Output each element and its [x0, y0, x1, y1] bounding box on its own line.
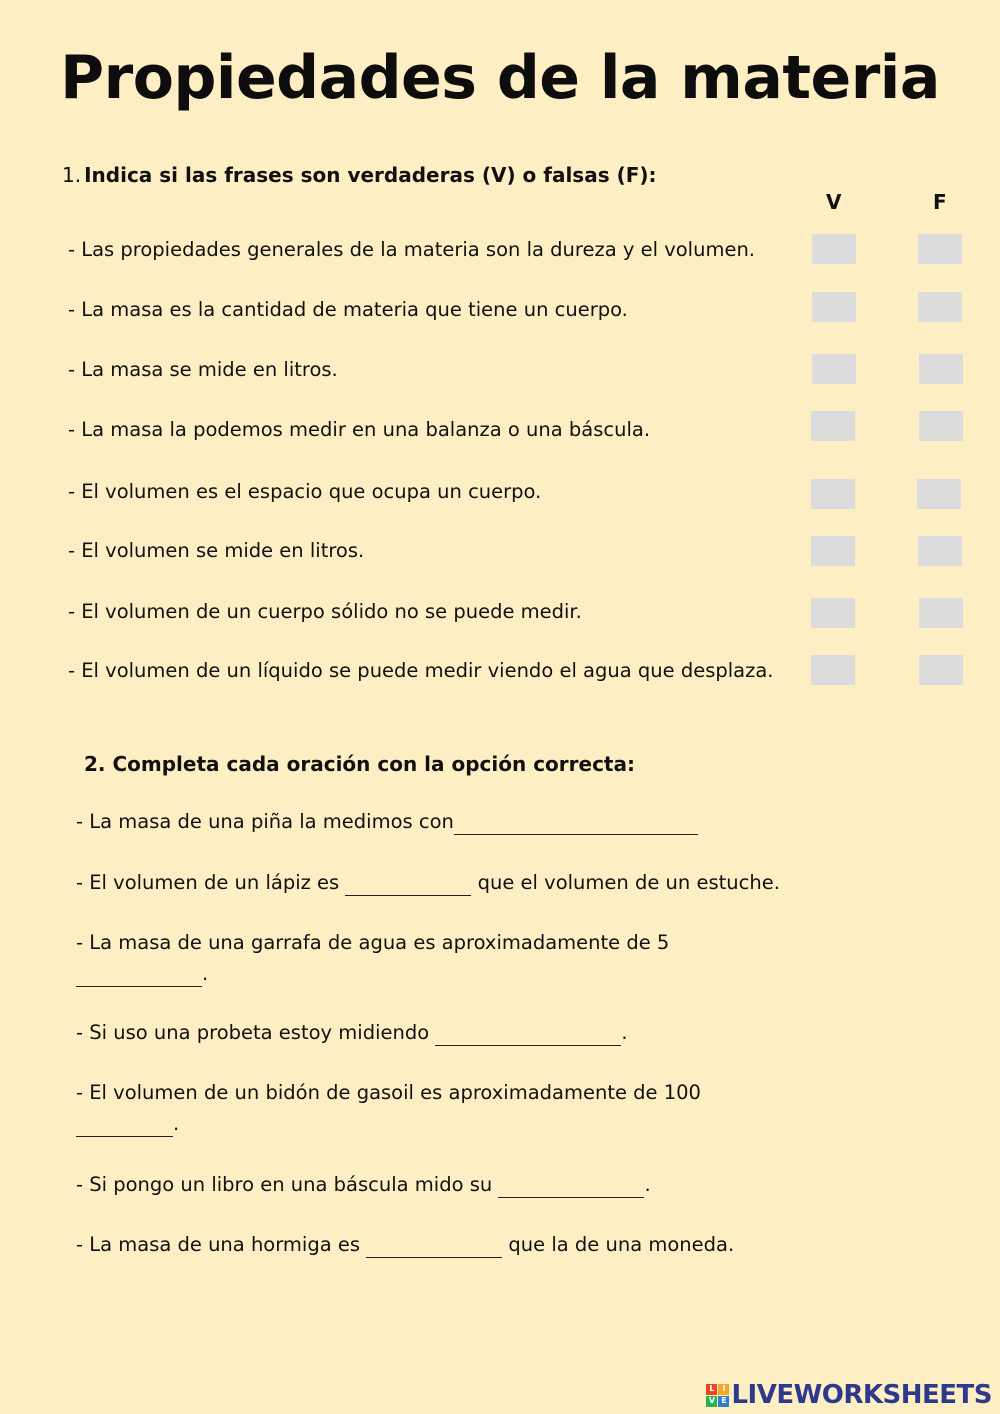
fill-sentence	[76, 1017, 836, 1048]
answer-blank[interactable]	[454, 814, 698, 835]
true-answer-box[interactable]	[812, 234, 856, 264]
false-answer-box[interactable]	[918, 234, 962, 264]
question-1-instruction: Indica si las frases son verdaderas (V) o falsas (F):	[84, 163, 657, 187]
sentence-text-end: .	[173, 1112, 180, 1135]
question-1-number: 1.	[62, 163, 82, 187]
question-2-heading: 2. Completa cada oración con la opción correcta:	[84, 752, 635, 776]
true-answer-box[interactable]	[811, 598, 855, 628]
true-answer-box[interactable]	[811, 479, 855, 509]
logo-mark-icon	[706, 1384, 729, 1407]
brand-name: LIVEWORKSHEETS	[731, 1380, 992, 1410]
false-answer-box[interactable]	[917, 479, 961, 509]
tf-statement: - Las propiedades generales de la materia son la dureza y el volumen.	[68, 238, 756, 261]
answer-blank[interactable]	[498, 1177, 644, 1198]
sentence-text: - Si uso una probeta estoy midiendo	[76, 1021, 436, 1044]
tf-statement: - La masa se mide en litros.	[68, 358, 338, 381]
answer-blank[interactable]	[345, 875, 471, 896]
logo-letter: I	[718, 1384, 729, 1395]
column-header-v: V	[826, 190, 842, 214]
sentence-text-end: .	[202, 962, 209, 985]
tf-row	[68, 234, 998, 266]
answer-blank[interactable]	[435, 1025, 621, 1046]
tf-statement: - El volumen se mide en litros.	[68, 539, 365, 562]
tf-row	[68, 354, 998, 386]
page-title: Propiedades de la materia	[60, 43, 940, 113]
answer-blank[interactable]	[76, 1116, 173, 1137]
fill-sentence	[76, 1169, 836, 1200]
answer-blank[interactable]	[366, 1237, 502, 1258]
false-answer-box[interactable]	[918, 292, 962, 322]
tf-statement: - El volumen de un cuerpo sólido no se puede medir.	[68, 600, 582, 623]
true-answer-box[interactable]	[812, 354, 856, 384]
sentence-text-end: .	[644, 1173, 651, 1196]
tf-row	[68, 596, 998, 628]
tf-row	[68, 414, 998, 446]
true-answer-box[interactable]	[812, 292, 856, 322]
column-header-f: F	[933, 190, 947, 214]
false-answer-box[interactable]	[919, 354, 963, 384]
logo-letter: E	[718, 1396, 729, 1407]
false-answer-box[interactable]	[919, 598, 963, 628]
true-answer-box[interactable]	[811, 536, 855, 566]
tf-row	[68, 655, 998, 687]
tf-row	[68, 294, 998, 326]
sentence-text: - La masa de una hormiga es	[76, 1233, 367, 1256]
false-answer-box[interactable]	[919, 411, 963, 441]
false-answer-box[interactable]	[919, 655, 963, 685]
fill-sentence	[76, 867, 836, 898]
sentence-text-end: que el volumen de un estuche.	[471, 871, 780, 894]
answer-blank[interactable]	[76, 966, 202, 987]
logo-letter: V	[706, 1396, 717, 1407]
sentence-text: - Si pongo un libro en una báscula mido su	[76, 1173, 499, 1196]
sentence-text: - La masa de una garrafa de agua es aproximadamente de 5	[76, 931, 670, 954]
tf-row	[68, 476, 998, 508]
sentence-text: - La masa de una piña la medimos con	[76, 810, 454, 833]
logo-letter: L	[706, 1384, 717, 1395]
true-answer-box[interactable]	[811, 411, 855, 441]
tf-statement: - La masa es la cantidad de materia que tiene un cuerpo.	[68, 298, 628, 321]
liveworksheets-logo	[706, 1380, 992, 1410]
tf-statement: - El volumen es el espacio que ocupa un cuerpo.	[68, 480, 542, 503]
sentence-text: - El volumen de un bidón de gasoil es aproximadamente de 100	[76, 1081, 701, 1104]
false-answer-box[interactable]	[918, 536, 962, 566]
fill-sentence	[76, 927, 836, 989]
tf-statement: - El volumen de un líquido se puede medir viendo el agua que desplaza.	[68, 659, 774, 682]
tf-statement: - La masa la podemos medir en una balanza o una báscula.	[68, 418, 651, 441]
question-1-heading	[62, 162, 657, 188]
true-answer-box[interactable]	[811, 655, 855, 685]
sentence-text-end: que la de una moneda.	[502, 1233, 735, 1256]
fill-sentence	[76, 1077, 836, 1139]
fill-sentence	[76, 806, 836, 837]
sentence-text-end: .	[621, 1021, 628, 1044]
tf-row	[68, 535, 998, 567]
fill-sentence	[76, 1229, 836, 1260]
sentence-text: - El volumen de un lápiz es	[76, 871, 346, 894]
